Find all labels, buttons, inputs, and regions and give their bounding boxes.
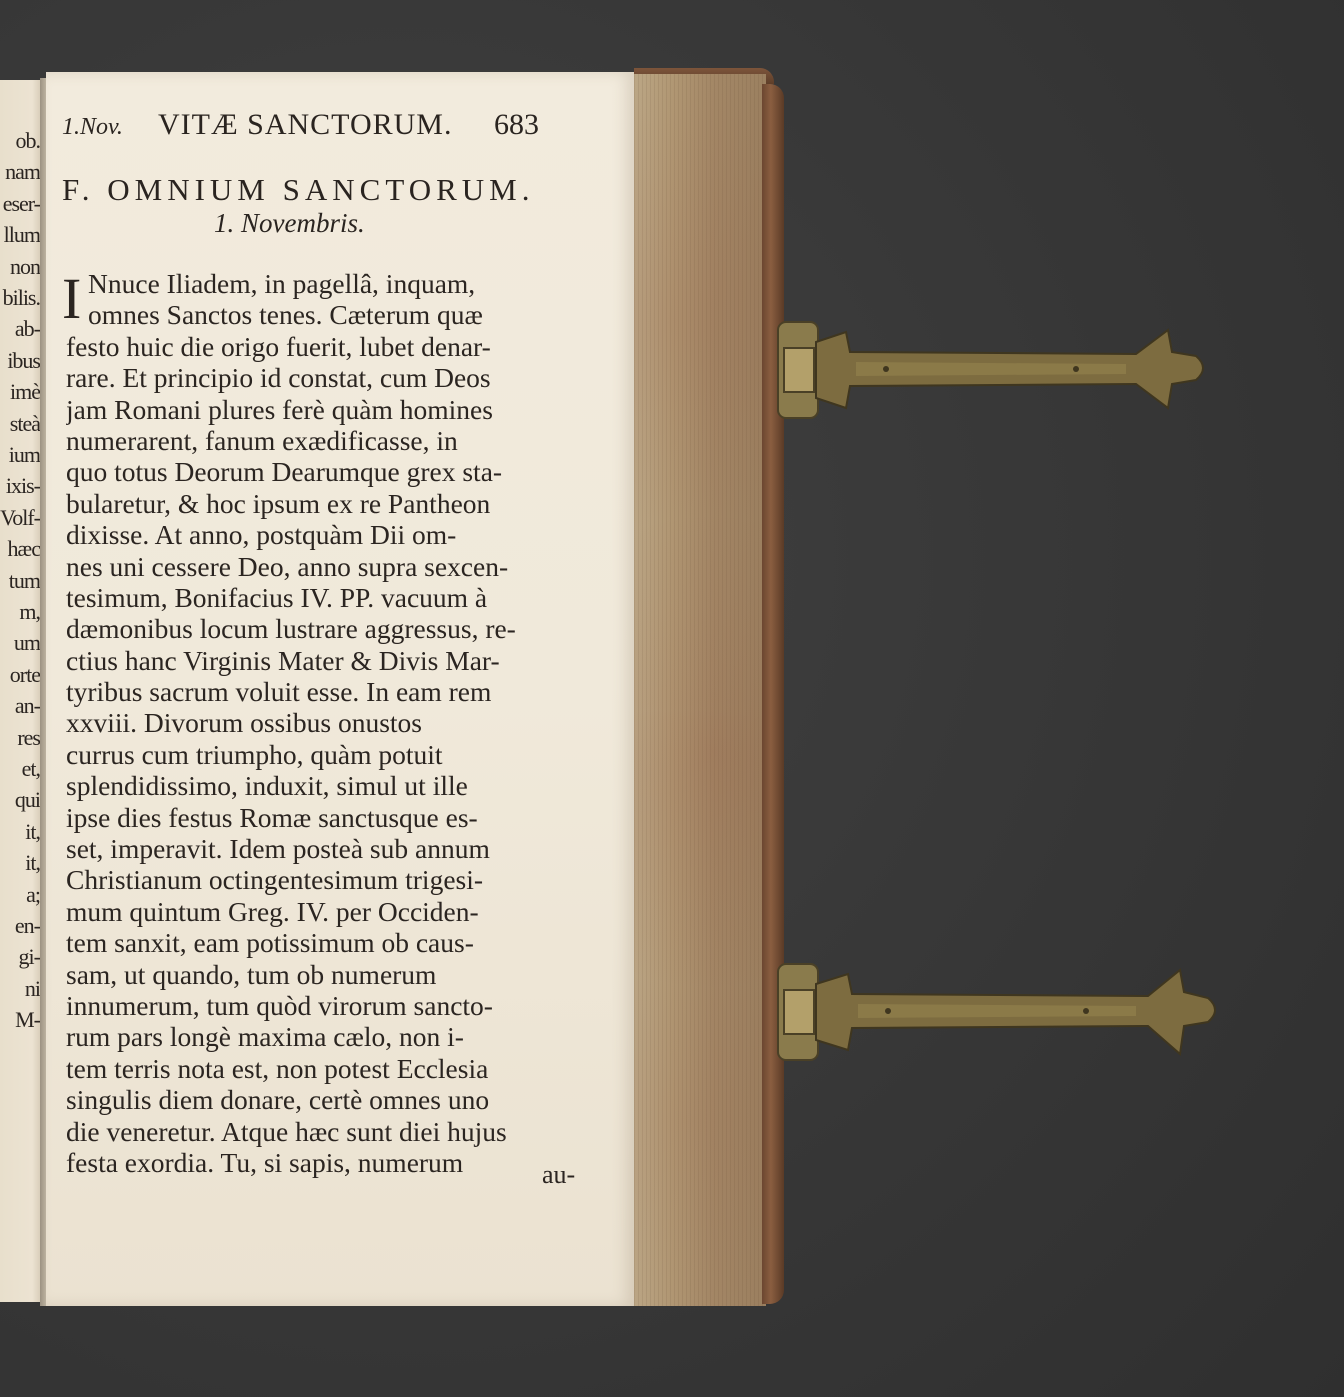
left-page-fragment: non bbox=[10, 253, 40, 279]
left-page-fragment: nam bbox=[5, 159, 40, 185]
left-page-fragment: M- bbox=[15, 1007, 40, 1033]
text-line: Christianum octingentesimum trigesi- bbox=[66, 864, 484, 896]
text-line: singulis diem donare, certè omnes uno bbox=[66, 1084, 490, 1116]
text-line: die veneretur. Atque hæc sunt diei hujus bbox=[66, 1115, 507, 1147]
left-page-fragment: ixis- bbox=[5, 473, 40, 499]
left-page-fragment: a; bbox=[26, 881, 40, 907]
left-page-fragment: m, bbox=[19, 599, 40, 624]
left-page-fragment: ab- bbox=[14, 316, 40, 342]
text-line: tem sanxit, eam potissimum ob caus- bbox=[66, 927, 474, 959]
left-page-fragment: ni bbox=[24, 975, 40, 1001]
left-page-fragment: et, bbox=[21, 756, 40, 781]
body-lines bbox=[66, 268, 576, 1178]
left-page-fragment: imè bbox=[10, 379, 40, 405]
drop-cap: I bbox=[62, 266, 82, 331]
text-line: tyribus sacrum voluit esse. In eam rem bbox=[66, 676, 492, 708]
text-line: quo totus Deorum Dearumque grex sta- bbox=[66, 456, 503, 488]
left-page-fragment: qui bbox=[14, 787, 40, 813]
left-page-fragment: bilis. bbox=[2, 285, 40, 310]
left-page-fragment: hæc bbox=[7, 536, 40, 562]
left-page-fragment: ob. bbox=[15, 128, 40, 153]
text-line: dæmonibus locum lustrare aggressus, re- bbox=[66, 613, 516, 645]
catchword: au- bbox=[542, 1160, 576, 1189]
body-text bbox=[62, 266, 576, 1178]
text-line: ipse dies festus Romæ sanctusque es- bbox=[66, 801, 478, 833]
feast-date: 1. Novembris. bbox=[214, 208, 365, 238]
left-page-fragment: Volf- bbox=[0, 504, 40, 530]
text-line: festa exordia. Tu, si sapis, numerum bbox=[66, 1146, 464, 1178]
text-line: festo huic die origo fuerit, lubet denar- bbox=[66, 330, 491, 362]
running-head bbox=[62, 108, 562, 148]
text-line: splendidissimo, induxit, simul ut ille bbox=[66, 770, 468, 802]
text-line: dixisse. At anno, postquàm Dii om- bbox=[66, 519, 457, 551]
feast-title: F. OMNIUM SANCTORUM. bbox=[62, 172, 535, 207]
left-page-fragment: tum bbox=[8, 567, 40, 593]
page-block-edge bbox=[634, 74, 766, 1306]
left-page-fragment: res bbox=[17, 724, 40, 750]
left-page-fragment: ium bbox=[8, 442, 40, 467]
book-cover-edge bbox=[762, 84, 784, 1304]
left-page-fragment: en- bbox=[14, 913, 40, 938]
left-page-fragment: llum bbox=[3, 222, 40, 248]
text-line: innumerum, tum quòd virorum sancto- bbox=[66, 989, 493, 1021]
text-line: Nnuce Iliadem, in pagellâ, inquam, bbox=[88, 268, 476, 299]
left-page-fragment: gi- bbox=[18, 944, 40, 970]
left-page-fragment: eser- bbox=[2, 190, 40, 216]
text-line: tesimum, Bonifacius IV. PP. vacuum à bbox=[66, 581, 488, 613]
running-head-date: 1.Nov. bbox=[62, 114, 123, 140]
left-page-fragment: ibus bbox=[7, 347, 40, 373]
text-line: rare. Et principio id constat, cum Deos bbox=[66, 362, 491, 394]
left-page-fragment: steà bbox=[9, 410, 40, 436]
text-line: currus cum triumpho, quàm potuit bbox=[66, 738, 443, 770]
text-line: tem terris nota est, non potest Ecclesia bbox=[66, 1052, 489, 1084]
text-line: nes uni cessere Deo, anno supra sexcen- bbox=[66, 550, 509, 582]
page-number: 683 bbox=[494, 108, 539, 141]
upper-clasp-icon bbox=[776, 312, 1216, 422]
text-line: rum pars longè maxima cælo, non i- bbox=[66, 1021, 464, 1053]
lower-clasp-icon bbox=[776, 956, 1226, 1066]
left-page-fragment: it, bbox=[25, 850, 40, 876]
left-page-fragment: it, bbox=[25, 818, 40, 844]
text-line: set, imperavit. Idem posteà sub annum bbox=[66, 833, 490, 865]
text-line: bularetur, & hoc ipsum ex re Pantheon bbox=[66, 487, 491, 519]
running-head-title: VITÆ SANCTORUM. bbox=[158, 108, 453, 141]
text-line: xxviii. Divorum ossibus onustos bbox=[66, 707, 423, 739]
text-line: numerarent, fanum exædificasse, in bbox=[66, 424, 458, 456]
text-line: ctius hanc Virginis Mater & Divis Mar- bbox=[66, 644, 500, 676]
text-line: jam Romani plures ferè quàm homines bbox=[66, 393, 493, 425]
text-line: mum quintum Greg. IV. per Occiden- bbox=[66, 895, 479, 927]
text-line: sam, ut quando, tum ob numerum bbox=[66, 958, 437, 990]
left-page-fragment: um bbox=[13, 630, 40, 656]
text-line: omnes Sanctos tenes. Cæterum quæ bbox=[88, 299, 483, 331]
left-page-fragment: orte bbox=[9, 661, 40, 687]
left-page-fragment: an- bbox=[14, 693, 40, 719]
